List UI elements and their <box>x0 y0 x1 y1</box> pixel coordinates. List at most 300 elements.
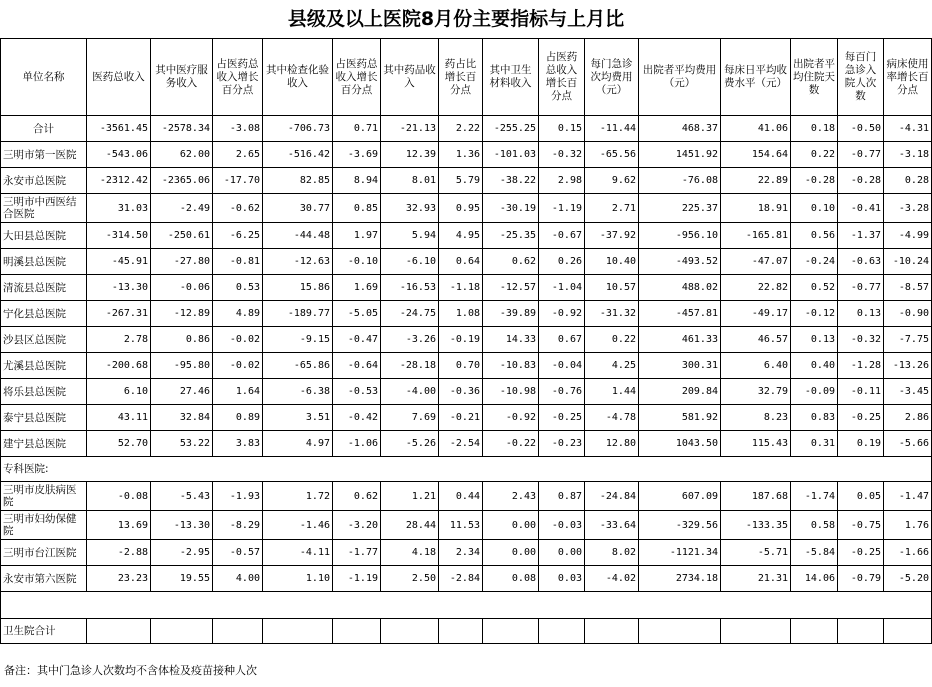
unit-name-cell: 清流县总医院 <box>1 275 87 301</box>
value-cell: 0.53 <box>213 275 263 301</box>
spacer-row <box>1 592 932 619</box>
value-cell: 0.13 <box>838 301 884 327</box>
value-cell: 32.84 <box>151 405 213 431</box>
value-cell: 3.83 <box>213 431 263 457</box>
value-cell: 15.86 <box>263 275 333 301</box>
column-header: 占医药总收入增长百分点 <box>333 39 381 116</box>
value-cell: 581.92 <box>639 405 721 431</box>
value-cell: -17.70 <box>213 168 263 194</box>
value-cell: -1.06 <box>333 431 381 457</box>
value-cell: -189.77 <box>263 301 333 327</box>
value-cell: 4.18 <box>381 540 439 566</box>
value-cell: -1.47 <box>884 482 932 511</box>
value-cell: -0.19 <box>439 327 483 353</box>
value-cell <box>333 619 381 644</box>
value-cell: 19.55 <box>151 566 213 592</box>
value-cell: -31.32 <box>585 301 639 327</box>
value-cell <box>483 619 539 644</box>
value-cell: 0.44 <box>439 482 483 511</box>
table-row <box>1 275 932 301</box>
value-cell: 2.65 <box>213 142 263 168</box>
value-cell: -0.12 <box>791 301 838 327</box>
value-cell: 2.86 <box>884 405 932 431</box>
value-cell: 0.95 <box>439 194 483 223</box>
value-cell: -11.44 <box>585 116 639 142</box>
value-cell: 0.56 <box>791 223 838 249</box>
value-cell: 0.03 <box>539 566 585 592</box>
value-cell: -0.81 <box>213 249 263 275</box>
value-cell: 0.10 <box>791 194 838 223</box>
value-cell: 0.64 <box>439 249 483 275</box>
value-cell: 11.53 <box>439 511 483 540</box>
value-cell: 187.68 <box>721 482 791 511</box>
value-cell: 1.44 <box>585 379 639 405</box>
value-cell: -12.63 <box>263 249 333 275</box>
value-cell: -329.56 <box>639 511 721 540</box>
table-row <box>1 379 932 405</box>
value-cell: 6.40 <box>721 353 791 379</box>
column-header: 其中药品收入 <box>381 39 439 116</box>
value-cell: -5.20 <box>884 566 932 592</box>
table-row <box>1 168 932 194</box>
value-cell: -33.64 <box>585 511 639 540</box>
value-cell: -38.22 <box>483 168 539 194</box>
column-header: 占医药总收入增长百分点 <box>213 39 263 116</box>
value-cell: -1.46 <box>263 511 333 540</box>
value-cell: -2.88 <box>87 540 151 566</box>
value-cell: -12.89 <box>151 301 213 327</box>
value-cell: -21.13 <box>381 116 439 142</box>
value-cell: -1.19 <box>333 566 381 592</box>
value-cell: 9.62 <box>585 168 639 194</box>
value-cell <box>539 619 585 644</box>
table-row <box>1 405 932 431</box>
value-cell: -0.23 <box>539 431 585 457</box>
value-cell: 2.71 <box>585 194 639 223</box>
value-cell: -0.53 <box>333 379 381 405</box>
value-cell: -0.32 <box>838 327 884 353</box>
table-row <box>1 301 932 327</box>
value-cell: 468.37 <box>639 116 721 142</box>
value-cell: 0.15 <box>539 116 585 142</box>
value-cell: 300.31 <box>639 353 721 379</box>
value-cell: -5.84 <box>791 540 838 566</box>
value-cell: -65.86 <box>263 353 333 379</box>
value-cell: 0.58 <box>791 511 838 540</box>
value-cell: -0.25 <box>838 540 884 566</box>
column-header: 每门急诊次均费用（元） <box>585 39 639 116</box>
table-row <box>1 511 932 540</box>
value-cell: -2.84 <box>439 566 483 592</box>
value-cell: -0.09 <box>791 379 838 405</box>
unit-name-cell: 宁化县总医院 <box>1 301 87 327</box>
table-row <box>1 194 932 223</box>
unit-name-cell: 尤溪县总医院 <box>1 353 87 379</box>
value-cell: -2.49 <box>151 194 213 223</box>
value-cell: 1.97 <box>333 223 381 249</box>
value-cell: -1.04 <box>539 275 585 301</box>
column-header: 病床使用率增长百分点 <box>884 39 932 116</box>
value-cell: 0.87 <box>539 482 585 511</box>
value-cell: -13.30 <box>87 275 151 301</box>
value-cell: -10.24 <box>884 249 932 275</box>
value-cell: 53.22 <box>151 431 213 457</box>
value-cell: 4.95 <box>439 223 483 249</box>
value-cell: -0.03 <box>539 511 585 540</box>
value-cell: 1451.92 <box>639 142 721 168</box>
value-cell: -0.42 <box>333 405 381 431</box>
value-cell: -0.21 <box>439 405 483 431</box>
value-cell: 115.43 <box>721 431 791 457</box>
value-cell: -0.02 <box>213 353 263 379</box>
value-cell: 1.10 <box>263 566 333 592</box>
unit-name-cell: 三明市妇幼保健院 <box>1 511 87 540</box>
value-cell: -0.67 <box>539 223 585 249</box>
value-cell: 18.91 <box>721 194 791 223</box>
value-cell: 41.06 <box>721 116 791 142</box>
value-cell: -49.17 <box>721 301 791 327</box>
value-cell: -45.91 <box>87 249 151 275</box>
column-header: 医药总收入 <box>87 39 151 116</box>
value-cell: -314.50 <box>87 223 151 249</box>
unit-name-cell: 三明市皮肤病医院 <box>1 482 87 511</box>
column-header: 占医药总收入增长百分点 <box>539 39 585 116</box>
value-cell: 154.64 <box>721 142 791 168</box>
value-cell: 2.43 <box>483 482 539 511</box>
value-cell: 12.39 <box>381 142 439 168</box>
unit-name-cell: 泰宁县总医院 <box>1 405 87 431</box>
unit-name-cell: 永安市第六医院 <box>1 566 87 592</box>
table-row <box>1 116 932 142</box>
value-cell: 0.31 <box>791 431 838 457</box>
value-cell: -4.78 <box>585 405 639 431</box>
value-cell: 5.94 <box>381 223 439 249</box>
value-cell: -0.06 <box>151 275 213 301</box>
value-cell: -0.25 <box>838 405 884 431</box>
value-cell: 461.33 <box>639 327 721 353</box>
value-cell: -10.83 <box>483 353 539 379</box>
value-cell: -25.35 <box>483 223 539 249</box>
unit-name-cell: 大田县总医院 <box>1 223 87 249</box>
value-cell: -5.26 <box>381 431 439 457</box>
value-cell: -65.56 <box>585 142 639 168</box>
value-cell <box>263 619 333 644</box>
value-cell: -0.76 <box>539 379 585 405</box>
value-cell: -4.31 <box>884 116 932 142</box>
value-cell: -3.18 <box>884 142 932 168</box>
column-header: 其中检查化验收入 <box>263 39 333 116</box>
value-cell: -0.90 <box>884 301 932 327</box>
value-cell: -250.61 <box>151 223 213 249</box>
value-cell: 0.00 <box>539 540 585 566</box>
value-cell <box>639 619 721 644</box>
header-row <box>1 39 932 116</box>
value-cell: -39.89 <box>483 301 539 327</box>
value-cell: 0.83 <box>791 405 838 431</box>
value-cell: 7.69 <box>381 405 439 431</box>
table-row <box>1 142 932 168</box>
value-cell: -516.42 <box>263 142 333 168</box>
value-cell: -28.18 <box>381 353 439 379</box>
value-cell: 10.40 <box>585 249 639 275</box>
value-cell: -13.30 <box>151 511 213 540</box>
value-cell: -13.26 <box>884 353 932 379</box>
value-cell: 0.28 <box>884 168 932 194</box>
value-cell: -30.19 <box>483 194 539 223</box>
value-cell: 3.51 <box>263 405 333 431</box>
value-cell: -0.50 <box>838 116 884 142</box>
value-cell: 2.22 <box>439 116 483 142</box>
value-cell: -12.57 <box>483 275 539 301</box>
value-cell <box>439 619 483 644</box>
value-cell: 2.78 <box>87 327 151 353</box>
value-cell: -76.08 <box>639 168 721 194</box>
value-cell: 22.82 <box>721 275 791 301</box>
value-cell: -0.62 <box>213 194 263 223</box>
value-cell: -1.74 <box>791 482 838 511</box>
value-cell: 2.50 <box>381 566 439 592</box>
value-cell: -0.04 <box>539 353 585 379</box>
value-cell: 14.06 <box>791 566 838 592</box>
column-header: 其中医疗服务收入 <box>151 39 213 116</box>
section-label: 专科医院: <box>1 457 932 482</box>
unit-name-cell: 明溪县总医院 <box>1 249 87 275</box>
value-cell: 46.57 <box>721 327 791 353</box>
value-cell: -0.02 <box>213 327 263 353</box>
value-cell: -4.00 <box>381 379 439 405</box>
value-cell: 0.67 <box>539 327 585 353</box>
value-cell: 1.76 <box>884 511 932 540</box>
value-cell <box>884 619 932 644</box>
table-row <box>1 353 932 379</box>
value-cell: -5.05 <box>333 301 381 327</box>
value-cell: -3.69 <box>333 142 381 168</box>
table-row <box>1 619 932 644</box>
value-cell: -44.48 <box>263 223 333 249</box>
table-row <box>1 223 932 249</box>
column-header: 出院者平均住院天数 <box>791 39 838 116</box>
value-cell: -0.64 <box>333 353 381 379</box>
value-cell: -3.45 <box>884 379 932 405</box>
value-cell: 23.23 <box>87 566 151 592</box>
column-header: 药占比增长百分点 <box>439 39 483 116</box>
value-cell: 2.34 <box>439 540 483 566</box>
value-cell: -133.35 <box>721 511 791 540</box>
value-cell: -267.31 <box>87 301 151 327</box>
value-cell: -3.26 <box>381 327 439 353</box>
value-cell: -1.37 <box>838 223 884 249</box>
column-header: 每床日平均收费水平（元） <box>721 39 791 116</box>
value-cell: 0.52 <box>791 275 838 301</box>
value-cell: -0.77 <box>838 142 884 168</box>
spacer-cell <box>1 592 932 619</box>
value-cell: 0.86 <box>151 327 213 353</box>
value-cell: -6.25 <box>213 223 263 249</box>
value-cell: 488.02 <box>639 275 721 301</box>
value-cell: -95.80 <box>151 353 213 379</box>
value-cell: -6.10 <box>381 249 439 275</box>
table-row <box>1 540 932 566</box>
value-cell: -4.11 <box>263 540 333 566</box>
page-title: 县级及以上医院8月份主要指标与上月比 <box>287 8 625 30</box>
value-cell: 2.98 <box>539 168 585 194</box>
value-cell: 1.69 <box>333 275 381 301</box>
value-cell: 8.02 <box>585 540 639 566</box>
unit-name-cell: 永安市总医院 <box>1 168 87 194</box>
value-cell: -101.03 <box>483 142 539 168</box>
value-cell: -0.63 <box>838 249 884 275</box>
value-cell: -2578.34 <box>151 116 213 142</box>
value-cell: -3561.45 <box>87 116 151 142</box>
value-cell: 5.79 <box>439 168 483 194</box>
value-cell: -5.66 <box>884 431 932 457</box>
value-cell <box>585 619 639 644</box>
value-cell: 0.13 <box>791 327 838 353</box>
value-cell: -543.06 <box>87 142 151 168</box>
value-cell: -165.81 <box>721 223 791 249</box>
value-cell: -0.08 <box>87 482 151 511</box>
indicator-table <box>0 38 932 644</box>
value-cell: 0.89 <box>213 405 263 431</box>
value-cell: -47.07 <box>721 249 791 275</box>
value-cell: -5.43 <box>151 482 213 511</box>
value-cell: -0.10 <box>333 249 381 275</box>
unit-name-cell: 卫生院合计 <box>1 619 87 644</box>
value-cell: 0.62 <box>483 249 539 275</box>
value-cell <box>838 619 884 644</box>
value-cell: 8.23 <box>721 405 791 431</box>
value-cell: 6.10 <box>87 379 151 405</box>
value-cell: 10.57 <box>585 275 639 301</box>
value-cell: -1.28 <box>838 353 884 379</box>
value-cell: 13.69 <box>87 511 151 540</box>
value-cell <box>721 619 791 644</box>
value-cell: -200.68 <box>87 353 151 379</box>
value-cell <box>87 619 151 644</box>
value-cell: -0.28 <box>791 168 838 194</box>
value-cell: 31.03 <box>87 194 151 223</box>
value-cell: -8.29 <box>213 511 263 540</box>
value-cell: -0.22 <box>483 431 539 457</box>
table-row <box>1 249 932 275</box>
value-cell <box>381 619 439 644</box>
column-header: 单位名称 <box>1 39 87 116</box>
value-cell: 27.46 <box>151 379 213 405</box>
value-cell: -255.25 <box>483 116 539 142</box>
value-cell: -8.57 <box>884 275 932 301</box>
value-cell: 0.70 <box>439 353 483 379</box>
value-cell: -0.25 <box>539 405 585 431</box>
value-cell: -0.28 <box>838 168 884 194</box>
column-header: 其中卫生材料收入 <box>483 39 539 116</box>
value-cell: -0.77 <box>838 275 884 301</box>
value-cell: -0.11 <box>838 379 884 405</box>
value-cell: 0.85 <box>333 194 381 223</box>
table-row <box>1 566 932 592</box>
value-cell: 607.09 <box>639 482 721 511</box>
value-cell: -493.52 <box>639 249 721 275</box>
value-cell: 0.00 <box>483 511 539 540</box>
unit-name-cell: 沙县区总医院 <box>1 327 87 353</box>
value-cell: -1.18 <box>439 275 483 301</box>
value-cell: 30.77 <box>263 194 333 223</box>
column-header: 每百门急诊入院人次数 <box>838 39 884 116</box>
value-cell: -3.28 <box>884 194 932 223</box>
unit-name-cell: 三明市中西医结合医院 <box>1 194 87 223</box>
footnote: 备注：其中门急诊人次数均不含体检及疫苗接种人次 <box>4 664 257 677</box>
value-cell: -2.95 <box>151 540 213 566</box>
value-cell: -0.79 <box>838 566 884 592</box>
section-row <box>1 457 932 482</box>
value-cell: -24.84 <box>585 482 639 511</box>
value-cell: 1.36 <box>439 142 483 168</box>
value-cell: 0.22 <box>585 327 639 353</box>
value-cell: 4.00 <box>213 566 263 592</box>
unit-name-cell: 将乐县总医院 <box>1 379 87 405</box>
value-cell: 32.79 <box>721 379 791 405</box>
value-cell: -4.02 <box>585 566 639 592</box>
value-cell: 1.72 <box>263 482 333 511</box>
value-cell: -0.75 <box>838 511 884 540</box>
value-cell: 12.80 <box>585 431 639 457</box>
value-cell: -16.53 <box>381 275 439 301</box>
unit-name-cell: 建宁县总医院 <box>1 431 87 457</box>
value-cell: 0.00 <box>483 540 539 566</box>
value-cell: 209.84 <box>639 379 721 405</box>
value-cell: 4.25 <box>585 353 639 379</box>
value-cell: -0.24 <box>791 249 838 275</box>
value-cell: -0.36 <box>439 379 483 405</box>
value-cell: 0.18 <box>791 116 838 142</box>
value-cell: 2734.18 <box>639 566 721 592</box>
value-cell: -0.47 <box>333 327 381 353</box>
value-cell: 0.40 <box>791 353 838 379</box>
value-cell: 28.44 <box>381 511 439 540</box>
value-cell: -2312.42 <box>87 168 151 194</box>
value-cell: -1.77 <box>333 540 381 566</box>
value-cell: -0.92 <box>539 301 585 327</box>
value-cell: 14.33 <box>483 327 539 353</box>
unit-name-cell: 三明市第一医院 <box>1 142 87 168</box>
value-cell: 22.89 <box>721 168 791 194</box>
unit-name-cell: 合计 <box>1 116 87 142</box>
value-cell: 8.01 <box>381 168 439 194</box>
value-cell: -2365.06 <box>151 168 213 194</box>
table-row <box>1 482 932 511</box>
value-cell: -27.80 <box>151 249 213 275</box>
value-cell: -3.08 <box>213 116 263 142</box>
value-cell: 225.37 <box>639 194 721 223</box>
value-cell: -4.99 <box>884 223 932 249</box>
value-cell: -7.75 <box>884 327 932 353</box>
value-cell: 1043.50 <box>639 431 721 457</box>
column-header: 出院者平均费用（元） <box>639 39 721 116</box>
value-cell: -0.41 <box>838 194 884 223</box>
value-cell: 4.97 <box>263 431 333 457</box>
unit-name-cell: 三明市台江医院 <box>1 540 87 566</box>
value-cell: -0.32 <box>539 142 585 168</box>
value-cell: 32.93 <box>381 194 439 223</box>
value-cell: -10.98 <box>483 379 539 405</box>
value-cell: 1.21 <box>381 482 439 511</box>
value-cell: -956.10 <box>639 223 721 249</box>
value-cell: 0.08 <box>483 566 539 592</box>
value-cell: -1.19 <box>539 194 585 223</box>
value-cell <box>213 619 263 644</box>
value-cell: 8.94 <box>333 168 381 194</box>
value-cell: 4.89 <box>213 301 263 327</box>
table-row <box>1 431 932 457</box>
